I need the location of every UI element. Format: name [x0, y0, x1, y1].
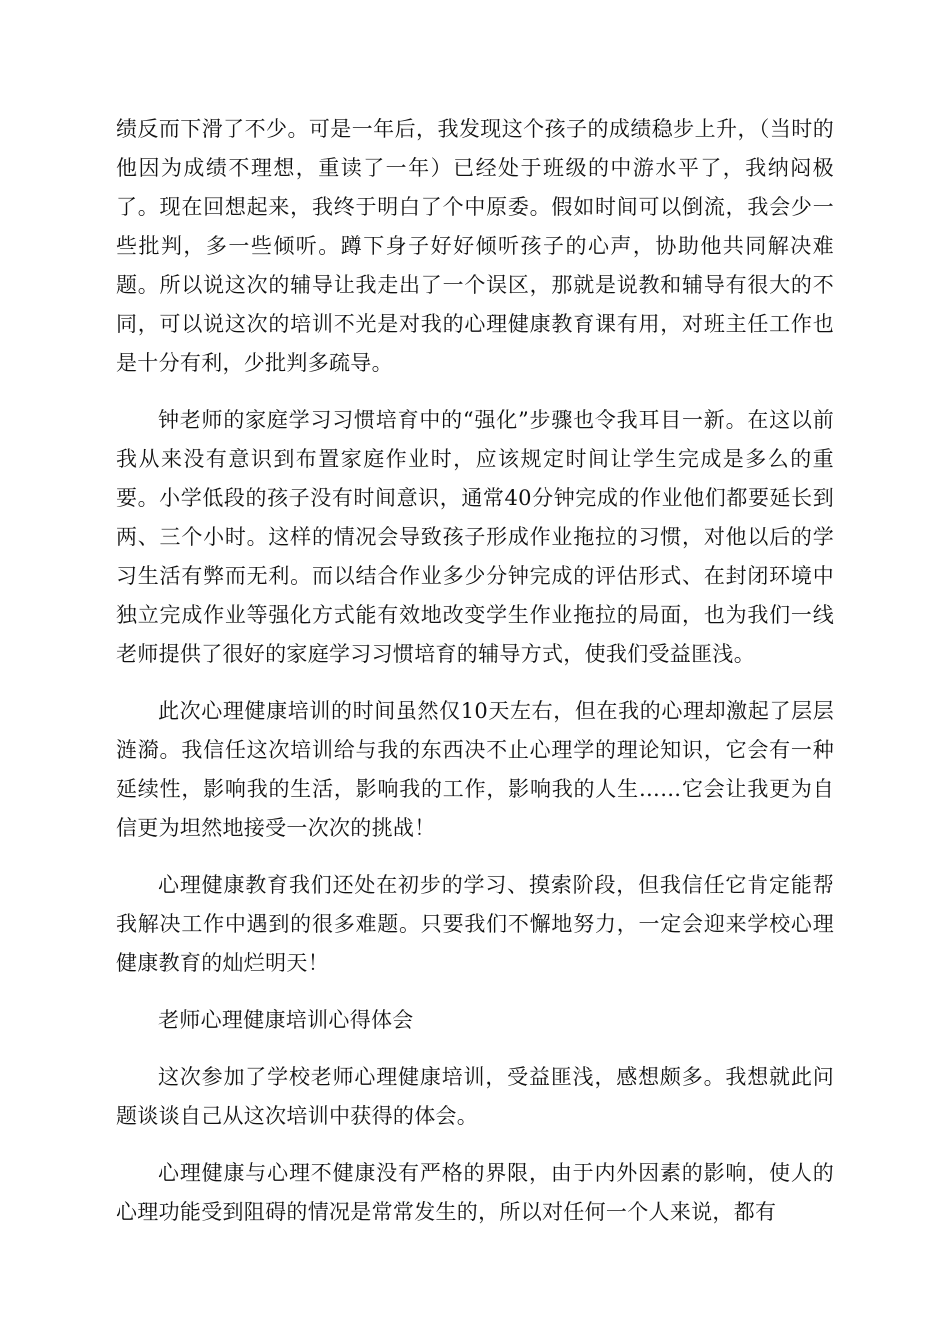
paragraph-6: 心理健康与心理不健康没有严格的界限，由于内外因素的影响，使人的心理功能受到阻碍的情况是常常发生的，所以对任何一个人来说，都有 [116, 1161, 834, 1224]
paragraph-2: 钟老师的家庭学习习惯培育中的“强化”步骤也令我耳目一新。在这以前我从来没有意识到布置家庭作业时，应该规定时间让学生完成是多么的重要。小学低段的孩子没有时间意识，通常40分钟完成的作业他们都要延长到两、三个小时。这样的情况会导致孩子形成作业拖拉的习惯，对他以后的学习生活有弊而无利。而以结合作业多少分钟完成的评估形式、在封闭环境中独立完成作业等强化方式能有效地改变学生作业拖拉的局面，也为我们一线老师提供了很好的家庭学习习惯培育的辅导方式，使我们受益匪浅。 [116, 408, 834, 666]
paragraph-5: 这次参加了学校老师心理健康培训，受益匪浅，感想颇多。我想就此问题谈谈自己从这次培训中获得的体会。 [116, 1065, 834, 1128]
section-heading: 老师心理健康培训心得体会 [158, 1008, 414, 1032]
paragraph-3: 此次心理健康培训的时间虽然仅10天左右，但在我的心理却激起了层层涟漪。我信任这次培训给与我的东西决不止心理学的理论知识，它会有一种延续性，影响我的生活，影响我的工作，影响我的人生……它会让我更为自信更为坦然地接受一次次的挑战！ [116, 699, 834, 840]
paragraph-1: 绩反而下滑了不少。可是一年后，我发现这个孩子的成绩稳步上升，（当时的他因为成绩不理想，重读了一年）已经处于班级的中游水平了，我纳闷极了。现在回想起来，我终于明白了个中原委。假如时间可以倒流，我会少一些批判，多一些倾听。蹲下身子好好倾听孩子的心声，协助他共同解决难题。所以说这次的辅导让我走出了一个误区，那就是说教和辅导有很大的不同，可以说这次的培训不光是对我的心理健康教育课有用，对班主任工作也是十分有利，少批判多疏导。 [116, 117, 834, 375]
document-body [116, 110, 834, 1250]
paragraph-4: 心理健康教育我们还处在初步的学习、摸索阶段，但我信任它肯定能帮我解决工作中遇到的很多难题。只要我们不懈地努力，一定会迎来学校心理健康教育的灿烂明天！ [116, 873, 834, 975]
